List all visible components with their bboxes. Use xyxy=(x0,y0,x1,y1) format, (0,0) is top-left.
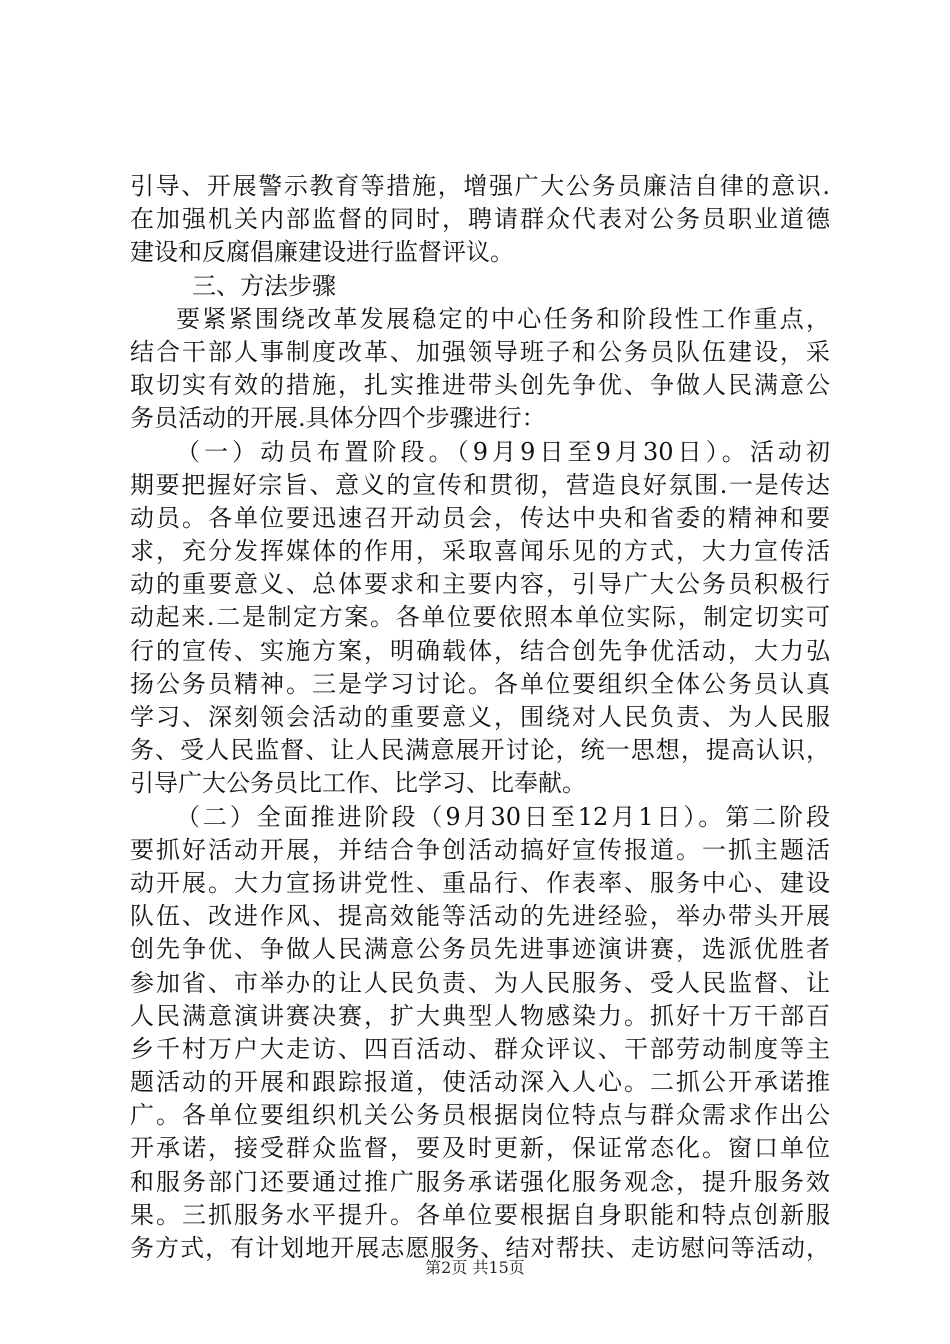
text-line: 人民满意演讲赛决赛，扩大典型人物感染力。抓好十万干部百 xyxy=(130,1001,830,1030)
text-line: 引导、开展警示教育等措施，增强广大公务员廉洁自律的意识. xyxy=(130,172,830,200)
text-line: 动员。各单位要迅速召开动员会，传达中央和省委的精神和要 xyxy=(130,503,830,532)
text-line: 引导广大公务员比工作、比学习、比奉献。 xyxy=(130,769,586,798)
text-line: 要抓好活动开展，并结合争创活动搞好宣传报道。一抓主题活 xyxy=(130,835,830,864)
page-footer: 第2页 共15页 xyxy=(425,1258,525,1277)
text-line: 扬公务员精神。三是学习讨论。各单位要组织全体公务员认真 xyxy=(130,669,830,698)
text-line: 题活动的开展和跟踪报道，使活动深入人心。二抓公开承诺推 xyxy=(130,1068,830,1097)
text-line: 乡千村万户大走访、四百活动、群众评议、干部劳动制度等主 xyxy=(130,1034,830,1063)
text-line: 动的重要意义、总体要求和主要内容，引导广大公务员积极行 xyxy=(130,570,830,599)
text-line: 学习、深刻领会活动的重要意义，围绕对人民负责、为人民服 xyxy=(130,703,830,731)
text-line: 参加省、市举办的让人民负责、为人民服务、受人民监督、让 xyxy=(130,968,830,997)
text-line: 动起来.二是制定方案。各单位要依照本单位实际，制定切实可 xyxy=(130,603,830,632)
text-line: 建设和反腐倡廉建设进行监督评议。 xyxy=(130,238,514,267)
text-line: 求，充分发挥媒体的作用，采取喜闻乐见的方式，大力宣传活 xyxy=(130,537,830,566)
text-line: 期要把握好宗旨、意义的宣传和贯彻，营造良好氛围.一是传达 xyxy=(130,470,830,499)
text-line: 务员活动的开展.具体分四个步骤进行： xyxy=(130,404,546,433)
text-line: 和服务部门还要通过推广服务承诺强化服务观念，提升服务效 xyxy=(130,1167,830,1196)
text-line: 行的宣传、实施方案，明确载体，结合创先争优活动，大力弘 xyxy=(130,636,830,665)
text-line: （一）动员布置阶段。（9月9日至9月30日）。活动初 xyxy=(176,437,830,466)
text-line: 在加强机关内部监督的同时，聘请群众代表对公务员职业道德 xyxy=(130,205,830,234)
text-line: 创先争优、争做人民满意公务员先进事迹演讲赛，选派优胜者 xyxy=(130,935,830,964)
text-line: 果。三抓服务水平提升。各单位要根据自身职能和特点创新服 xyxy=(130,1200,830,1229)
text-line: 动开展。大力宣扬讲党性、重品行、作表率、服务中心、建设 xyxy=(130,868,830,897)
document-body xyxy=(130,170,830,1265)
text-line: 队伍、改进作风、提高效能等活动的先进经验，举办带头开展 xyxy=(130,902,830,931)
text-line: （二）全面推进阶段（9月30日至12月1日）。第二阶段 xyxy=(176,802,830,831)
text-line: 取切实有效的措施，扎实推进带头创先争优、争做人民满意公 xyxy=(130,371,830,400)
text-line: 要紧紧围绕改革发展稳定的中心任务和阶段性工作重点， xyxy=(176,304,830,333)
text-line: 开承诺，接受群众监督，要及时更新，保证常态化。窗口单位 xyxy=(130,1134,830,1163)
text-line: 结合干部人事制度改革、加强领导班子和公务员队伍建设，采 xyxy=(130,337,830,366)
text-line: 务、受人民监督、让人民满意展开讨论，统一思想，提高认识， xyxy=(130,736,830,765)
text-line: 务方式，有计划地开展志愿服务、结对帮扶、走访慰问等活动， xyxy=(130,1234,830,1262)
text-line: 三、方法步骤 xyxy=(192,271,336,300)
text-line: 广。各单位要组织机关公务员根据岗位特点与群众需求作出公 xyxy=(130,1101,830,1130)
